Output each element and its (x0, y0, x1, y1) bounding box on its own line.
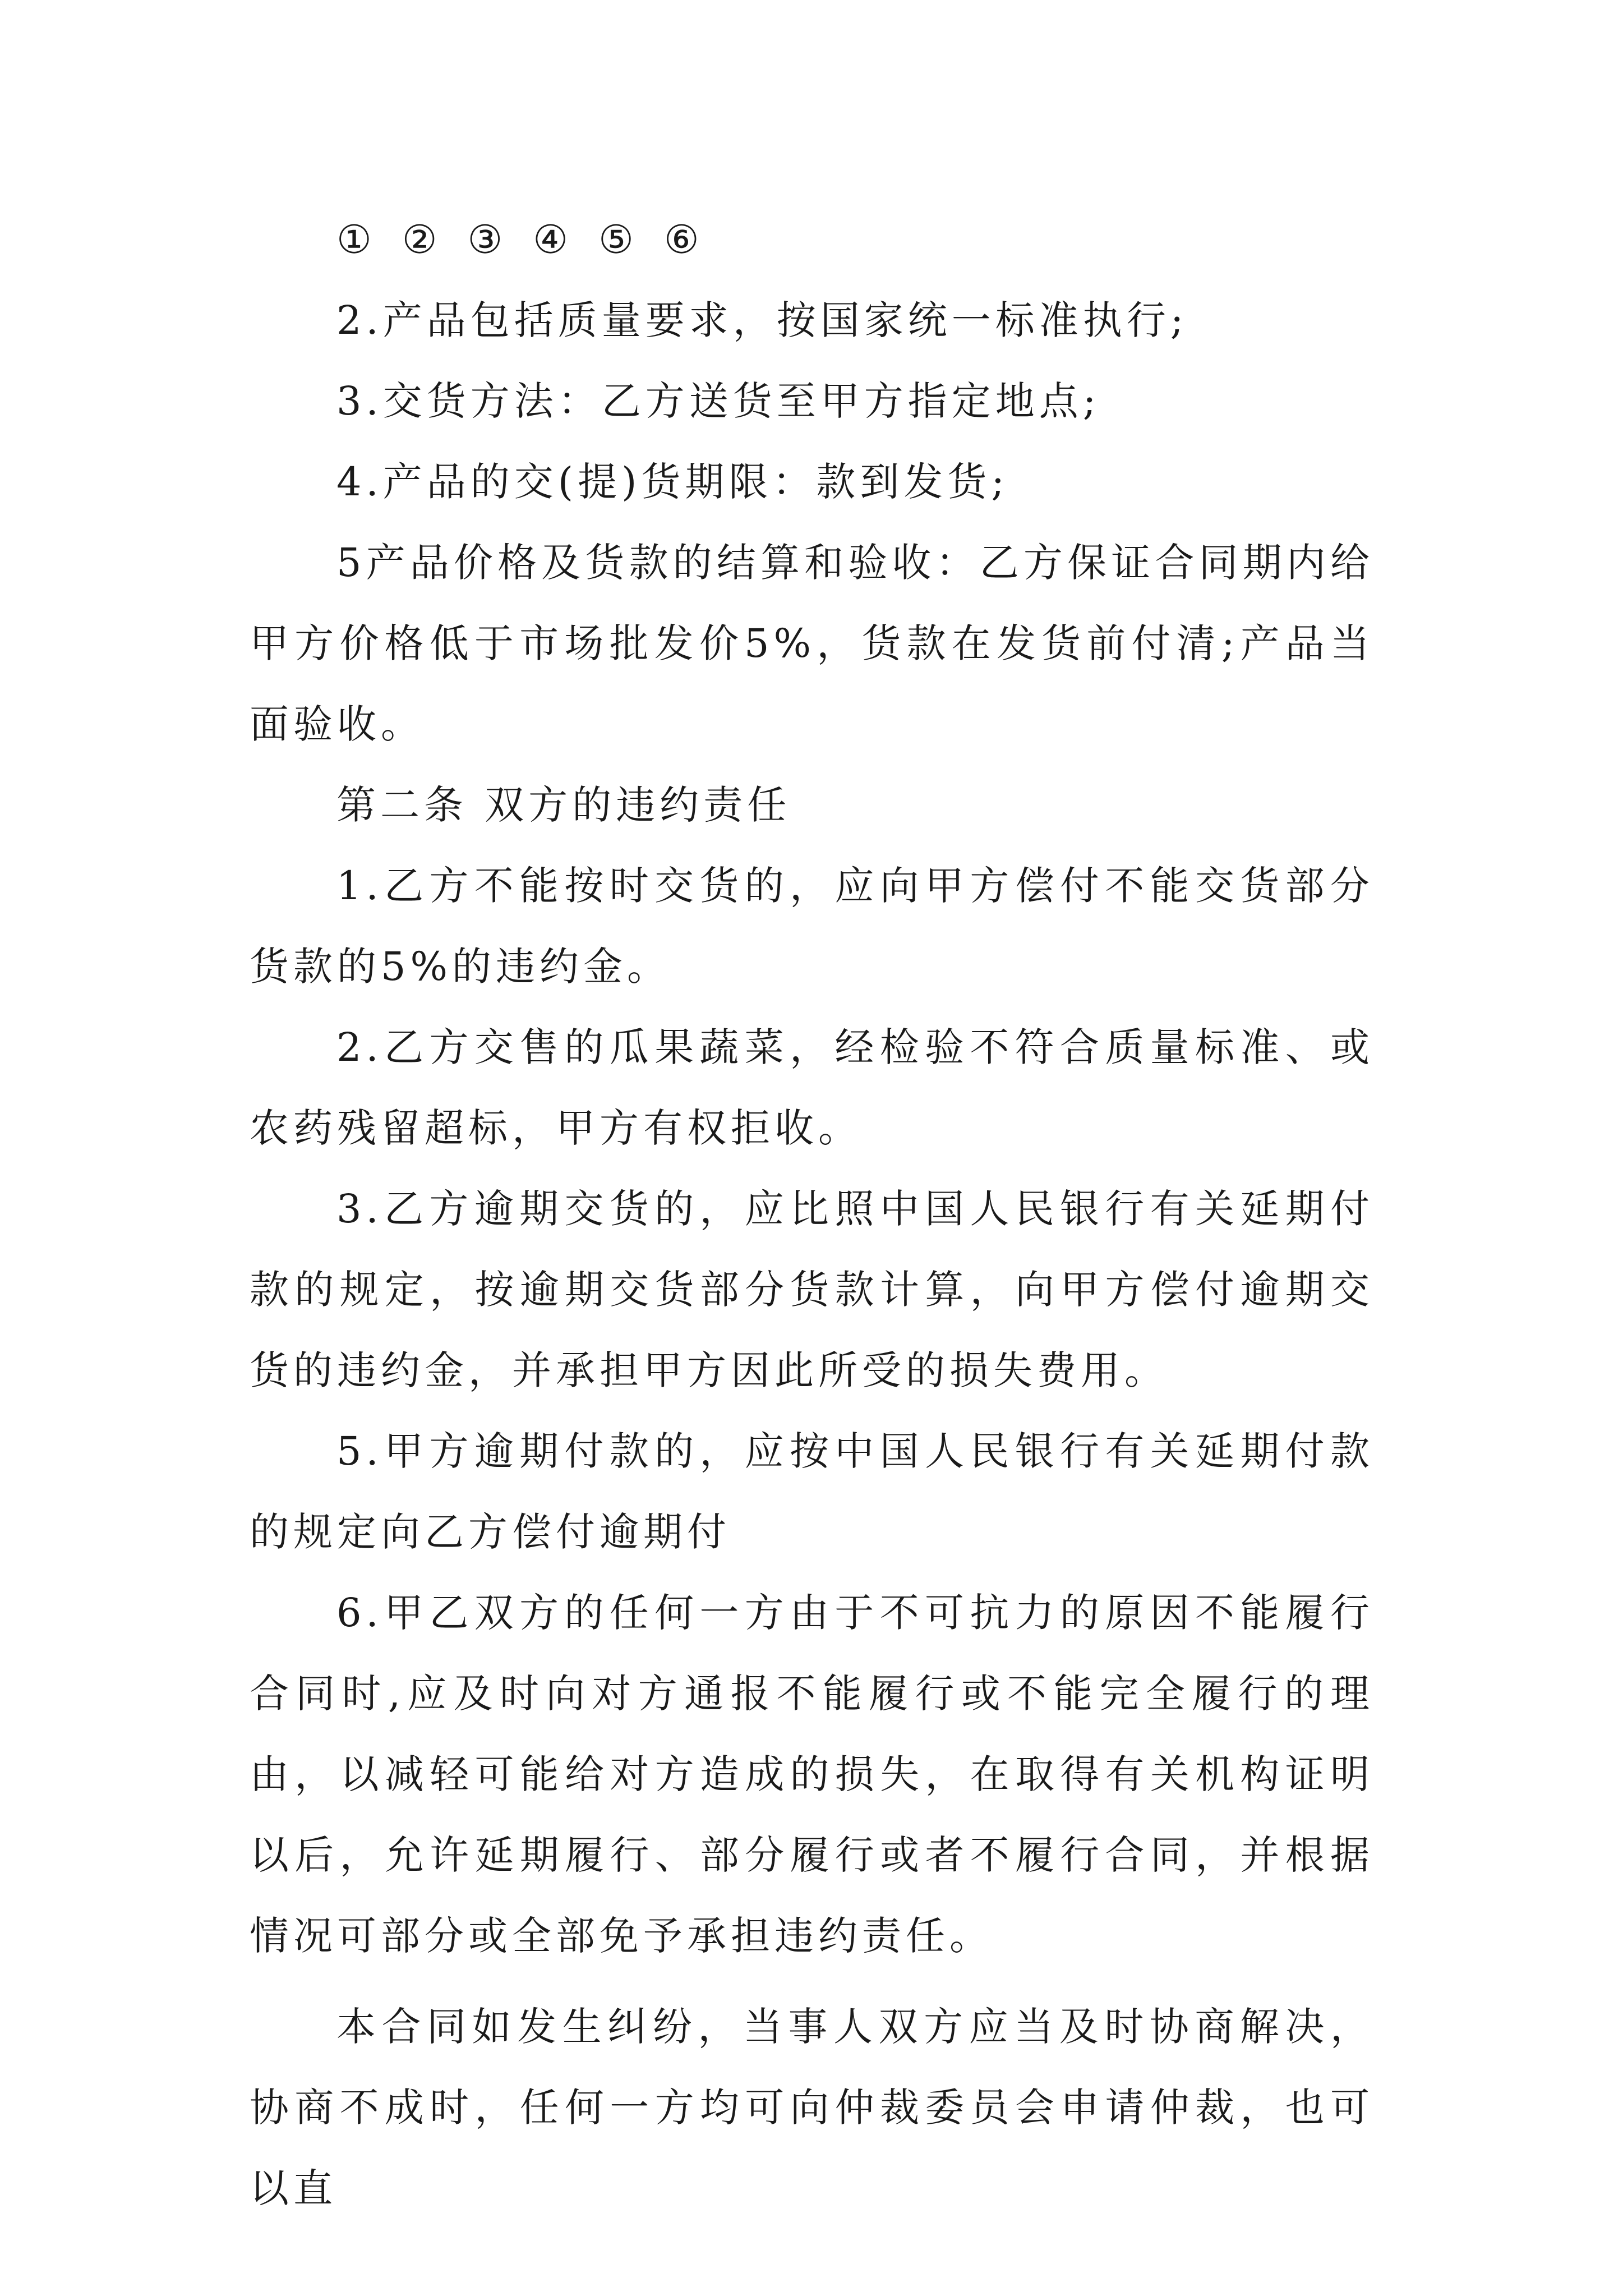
liability-clause-6: 6.甲乙双方的任何一方由于不可抗力的原因不能履行合同时,应及时向对方通报不能履行或不能完全履行的理由，以减轻可能给对方造成的损失，在取得有关机构证明以后，允许延期履行、部分履行或者不履行合同，并根据情况可部分或全部免予承担违约责任。 (250, 1590, 1374, 1959)
contract-text (250, 199, 1374, 2229)
liability-clause-3: 3.乙方逾期交货的，应比照中国人民银行有关延期付款的规定，按逾期交货部分货款计算，向甲方偿付逾期交货的违约金，并承担甲方因此所受的损失费用。 (250, 1186, 1374, 1393)
clause-price-settlement: 5产品价格及货款的结算和验收：乙方保证合同期内给甲方价格低于市场批发价5%，货款在发货前付清;产品当面验收。 (250, 540, 1374, 747)
circled-number: ⑤ (598, 217, 638, 263)
clause-quality: 2.产品包括质量要求，按国家统一标准执行; (336, 297, 1188, 343)
circled-number: ⑥ (663, 217, 704, 263)
circled-number: ③ (467, 217, 508, 263)
liability-clause-5: 5.甲方逾期付款的，应按中国人民银行有关延期付款的规定向乙方偿付逾期付 (250, 1428, 1374, 1555)
circled-number: ④ (533, 217, 573, 263)
clause-delivery-method: 3.交货方法：乙方送货至甲方指定地点; (336, 378, 1101, 424)
circled-number: ② (402, 217, 442, 263)
article-heading: 第二条 双方的违约责任 (336, 782, 791, 828)
clause-delivery-term: 4.产品的交(提)货期限：款到发货; (336, 459, 1009, 505)
circled-number: ① (336, 217, 376, 263)
liability-clause-1: 1.乙方不能按时交货的，应向甲方偿付不能交货部分货款的5%的违约金。 (250, 863, 1374, 990)
liability-clause-2: 2.乙方交售的瓜果蔬菜，经检验不符合质量标准、或农药残留超标，甲方有权拒收。 (250, 1024, 1374, 1151)
dispute-clause: 本合同如发生纠纷，当事人双方应当及时协商解决，协商不成时，任何一方均可向仲裁委员会申请仲裁，也可以直 (250, 2004, 1374, 2211)
circled-number-list (250, 199, 1374, 280)
